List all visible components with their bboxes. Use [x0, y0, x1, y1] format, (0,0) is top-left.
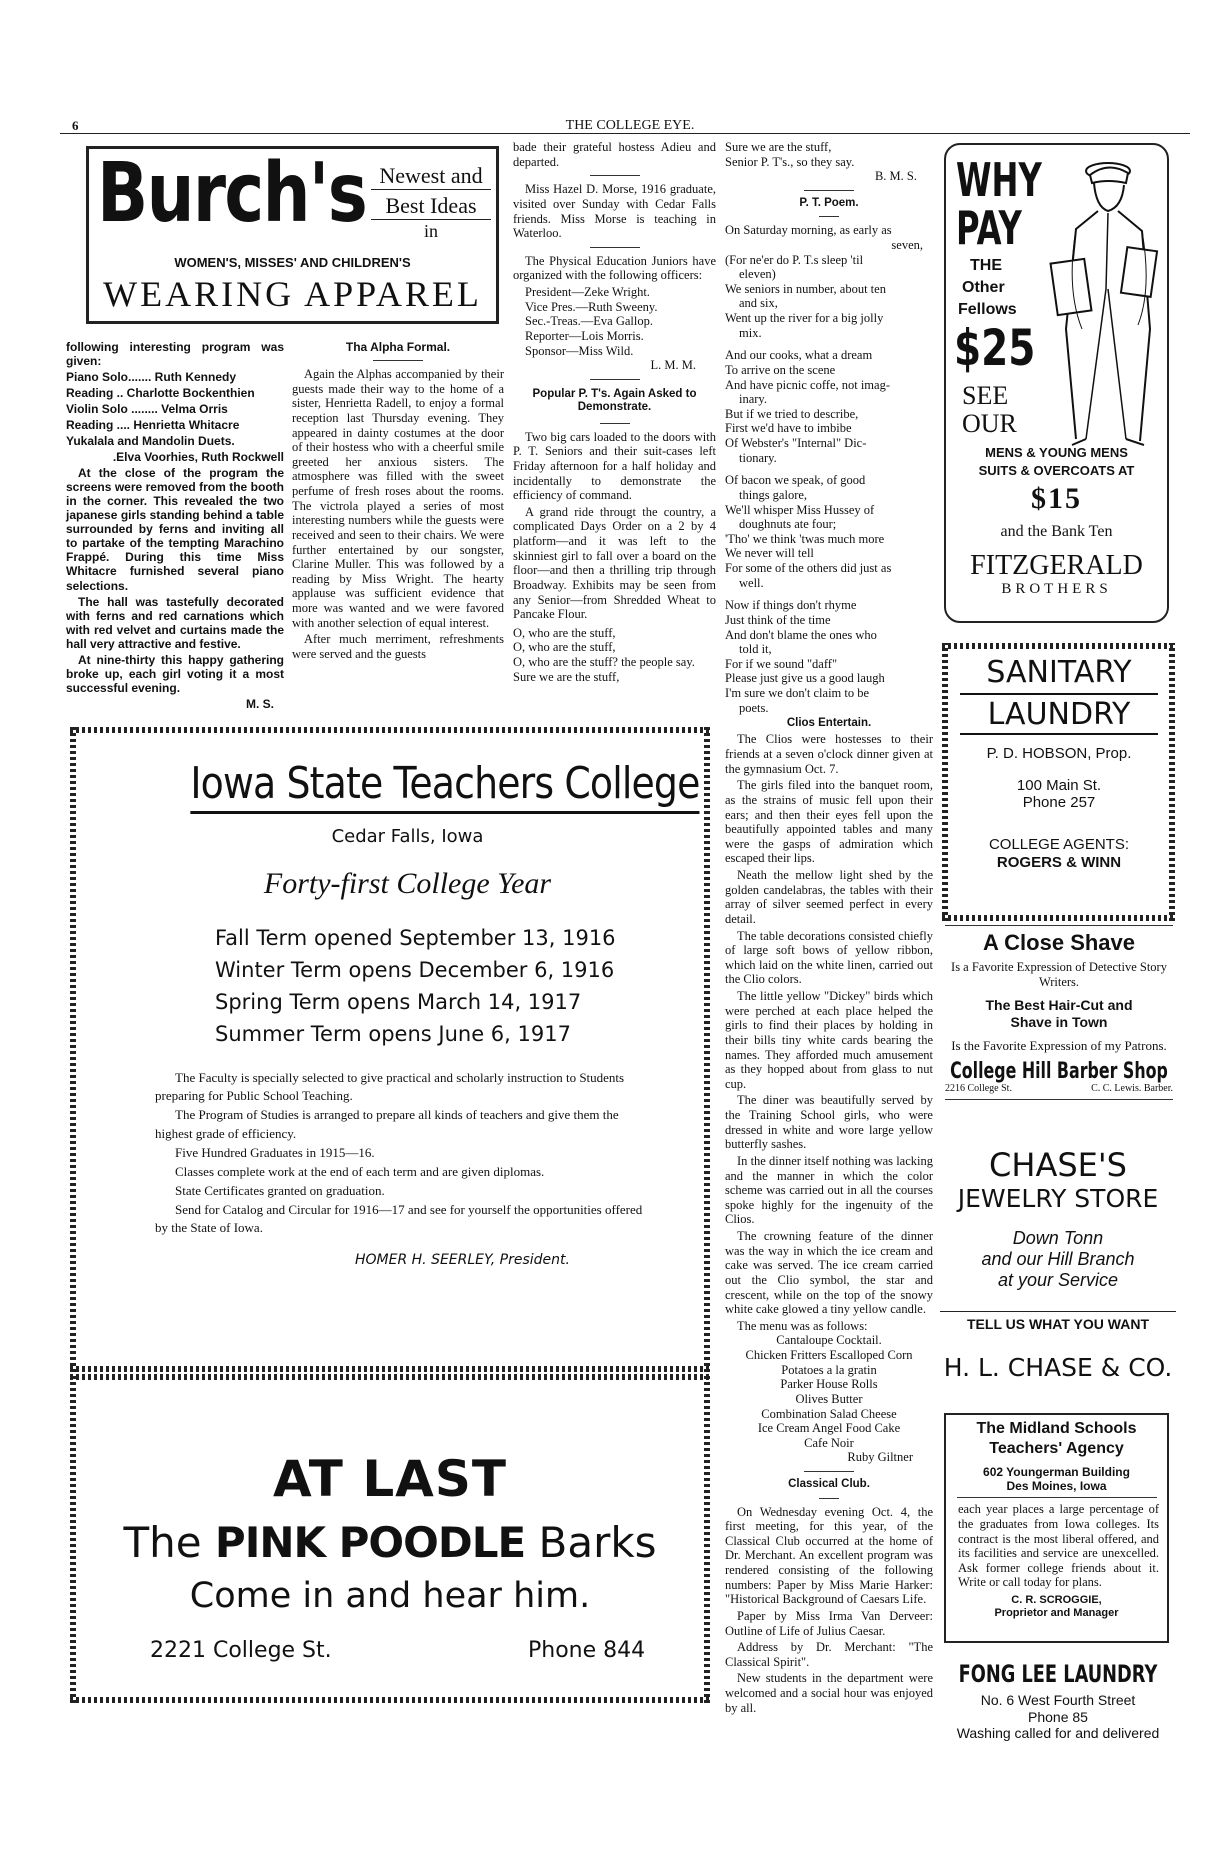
col4-clios: [725, 717, 933, 1717]
page-number: 6: [72, 118, 79, 133]
clios-p1: The Clios were hostesses to their friends at a seven o'clock dinner given at the gymnasium Oct. 7.: [725, 732, 933, 776]
iowa-body-line: The Faculty is specially selected to give practical and scholarly instruction to Students preparing for Public School Teaching.: [155, 1069, 625, 1104]
divider: [945, 1099, 1173, 1100]
poem-title: P. T. Poem.: [799, 196, 859, 209]
poodle-border-left: [70, 1374, 76, 1703]
poodle-line3: Come in and hear him.: [189, 1576, 591, 1616]
iowa-body-line: Classes complete work at the end of each term and are given diplomas.: [175, 1163, 545, 1179]
fitzgerald-ad: [944, 143, 1169, 623]
man-illustration-icon: [1046, 149, 1164, 449]
fitz-suits: SUITS & OVERCOATS AT: [978, 463, 1135, 478]
clios-p6: The diner was beautifully served by the Training School girls, who were dressed in white and wore large yellow butterfly sashes.: [725, 1093, 933, 1152]
fonglee-address: No. 6 West Fourth Street: [980, 1692, 1136, 1709]
col2-article: [292, 340, 504, 664]
program-item: Violin Solo ........ Velma Orris: [66, 402, 228, 417]
poem-line: Of Webster's "Internal" Dic-: [725, 436, 867, 451]
poem-line: eleven): [739, 267, 776, 282]
term-line: Fall Term opened September 13, 1916: [215, 926, 616, 951]
laundry-border-left: [942, 643, 948, 921]
program-item: Yukalala and Mandolin Duets.: [66, 434, 235, 449]
top-line: Sure we are the stuff,: [725, 140, 832, 154]
menu-item: Chicken Fritters Escalloped Corn: [745, 1348, 913, 1363]
laundry-address: 100 Main St.: [1016, 776, 1102, 794]
poodle-phone: Phone 844: [528, 1638, 646, 1663]
poem-line: Now if things don't rhyme: [725, 598, 857, 613]
iowa-body-line: The Program of Studies is arranged to prepare all kinds of teachers and give them the highest grade of efficiency.: [155, 1107, 619, 1142]
verse-line: O, who are the stuff? the people say.: [513, 655, 695, 670]
laundry-border-right: [1169, 643, 1175, 921]
fonglee-phone: Phone 85: [1028, 1708, 1088, 1725]
iowa-title-text: Iowa State Teachers College: [190, 758, 699, 814]
fitz-fellows: Fellows: [958, 301, 1017, 318]
pt-heading: Popular P. T's. Again Asked to Demonstrate.: [532, 387, 697, 414]
menu-item: Ice Cream Angel Food Cake: [757, 1421, 901, 1436]
clios-heading: Clios Entertain.: [786, 717, 872, 729]
poem-line: poets.: [739, 700, 769, 715]
iowa-president: HOMER H. SEERLEY, President.: [355, 1252, 570, 1269]
col4-article: [725, 140, 933, 715]
poem-line: To arrive on the scene: [725, 362, 836, 377]
barber-owner: C. C. Lewis. Barber.: [1091, 1083, 1173, 1095]
midland-manager-title: Proprietor and Manager: [994, 1607, 1119, 1620]
verse-line: O, who are the stuff,: [513, 640, 616, 655]
divider: [957, 1497, 1157, 1498]
laundry-prop: P. D. HOBSON, Prop.: [986, 745, 1132, 762]
fitz-brand: FITZGERALD: [970, 550, 1143, 581]
chase-title2: JEWELRY STORE: [957, 1184, 1159, 1214]
program-item: Reading .. Charlotte Bockenthien: [66, 386, 255, 401]
midland-city: Des Moines, Iowa: [1006, 1479, 1107, 1494]
alpha-formal-heading: Tha Alpha Formal.: [345, 340, 451, 354]
laundry-border-top: [942, 643, 1175, 649]
poodle-border-right: [704, 1374, 710, 1703]
divider: [590, 379, 640, 380]
poem-line: Just think of the time: [725, 612, 831, 627]
poodle-line1: AT LAST: [272, 1450, 507, 1508]
divider: [600, 423, 630, 424]
menu-item: Potatoes a la gratin: [781, 1362, 877, 1377]
poodle-border-bottom: [70, 1697, 710, 1703]
col3-p3: The Physical Education Juniors have organized with the following officers:: [513, 253, 716, 283]
poem-line: Of bacon we speak, of good: [725, 473, 866, 488]
barber-line1: Is a Favorite Expression of Detective Story Writers.: [951, 959, 1167, 989]
poem-line: For some of the others did just as: [725, 561, 892, 576]
col3-sig: L. M. M.: [650, 358, 696, 373]
midland-title: The Midland Schools Teachers' Agency: [976, 1420, 1137, 1457]
midland-ad: [944, 1413, 1169, 1643]
laundry-agents: COLLEGE AGENTS:: [988, 836, 1130, 854]
poem-line: On Saturday morning, as early as: [725, 223, 892, 238]
iowa-body-line: State Certificates granted on graduation.: [175, 1182, 385, 1198]
menu-intro: The menu was as follows:: [737, 1318, 868, 1333]
divider: [373, 360, 423, 361]
classical-heading: Classical Club.: [788, 1478, 870, 1491]
burch-tag3: in: [423, 221, 438, 241]
menu-item: Cantaloupe Cocktail.: [776, 1333, 882, 1348]
poem-line: seven,: [891, 237, 923, 252]
term-line: Summer Term opens June 6, 1917: [215, 1021, 571, 1046]
fonglee-title: FONG LEE LAUNDRY: [958, 1660, 1158, 1688]
poem-line: We seniors in number, about ten: [725, 281, 886, 296]
col1-p2: The hall was tastefully decorated with ferns and red carnations which with red velvet and curtains made the hall very attractive and festive.: [66, 594, 284, 651]
divider: [590, 175, 640, 176]
barber-line3: Is the Favorite Expression of my Patrons.: [951, 1038, 1167, 1054]
poem-line: and six,: [739, 296, 778, 311]
laundry-title2: LAUNDRY: [960, 693, 1158, 735]
divider: [804, 190, 854, 191]
poem-line: But if we tried to describe,: [725, 406, 859, 421]
poem-line: doughnuts ate four;: [739, 517, 837, 532]
clios-p7: In the dinner itself nothing was lacking and the manner in which the color scheme was carried out in all the courses spoke highly for the ingenuity of the Clios.: [725, 1153, 933, 1227]
poem-line: 'Tho' we think 'twas much more: [725, 531, 885, 546]
program-item: Reading .... Henrietta Whitacre: [66, 418, 240, 433]
term-line: Spring Term opens March 14, 1917: [215, 989, 582, 1014]
divider: [590, 247, 640, 248]
barber-address: 2216 College St.: [945, 1083, 1012, 1095]
term-line: Winter Term opens December 6, 1916: [215, 957, 615, 982]
chase-line2: and our Hill Branch: [981, 1248, 1135, 1269]
verse-line: O, who are the stuff,: [513, 625, 616, 640]
poem-line: For if we sound "daff": [725, 656, 838, 671]
barber-title: A Close Shave: [982, 930, 1136, 955]
poem-line: well.: [739, 575, 764, 590]
col1-sig: M. S.: [245, 696, 274, 711]
burch-tag1: Newest and: [371, 163, 491, 190]
menu-sig: Ruby Giltner: [847, 1450, 913, 1465]
paper-title: THE COLLEGE EYE.: [565, 118, 695, 133]
divider: [804, 1471, 854, 1472]
midland-building: 602 Youngerman Building: [983, 1465, 1130, 1479]
iowa-year: Forty-first College Year: [263, 866, 552, 900]
fitz-the: THE: [970, 257, 1002, 274]
menu-item: Cafe Noir: [804, 1435, 854, 1450]
poem-line: And have picnic coffe, not imag-: [725, 377, 890, 392]
fonglee-ad: [940, 1660, 1176, 1742]
classical-p1: On Wednesday evening Oct. 4, the first meeting, for this year, of the Classical Club occurred at the home of Dr. Merchant. An excellent program was rendered consisting of the following numbers: Paper by Miss Marie Harker: "Historical Background of Caesars Life.: [725, 1504, 933, 1607]
iowa-border-top: [70, 727, 710, 733]
iowa-location: Cedar Falls, Iowa: [331, 826, 484, 848]
fitz-price2: $15: [1031, 482, 1082, 515]
col2-p2: After much merriment, refreshments were served and the guests: [292, 632, 504, 661]
chase-line1: Down Tonn: [1012, 1227, 1104, 1248]
iowa-body-line: Five Hundred Graduates in 1915—16.: [175, 1145, 375, 1161]
poem-line: Please just give us a good laugh: [725, 671, 885, 686]
col3-p4: Two big cars loaded to the doors with P. T. Seniors and their suit-cases left Friday afternoon for a half holiday and incidentally to demonstrate the efficiency of command.: [513, 429, 716, 503]
poodle-barks: Barks: [538, 1518, 657, 1567]
iowa-title: [190, 758, 700, 809]
fitz-pay: PAY: [956, 201, 1022, 255]
fitz-why: WHY: [956, 153, 1042, 207]
poem-line: inary.: [739, 392, 767, 407]
poem-line: We'll whisper Miss Hussey of: [725, 502, 875, 517]
burch-ad: [86, 146, 499, 324]
poodle-ad: [80, 1380, 700, 1695]
poodle-address: 2221 College St.: [150, 1638, 332, 1663]
poem-line: We never will tell: [725, 546, 814, 561]
chase-ad: [940, 1148, 1176, 1382]
clios-p5: The little yellow "Dickey" birds which were perched at each place helped the girls to find their places by holding in their bills tiny white cards bearing the names. They afforded much amusement as they hopped about from glass to nut cup.: [725, 989, 933, 1091]
barber-ad: [945, 925, 1173, 1100]
classical-p2: Paper by Miss Irma Van Derveer: Outline of Life of Julius Caesar.: [725, 1608, 933, 1638]
officer: Vice Pres.—Ruth Sweeny.: [525, 299, 658, 314]
clios-p4: The table decorations consisted chiefly of large soft bows of yellow ribbon, which laid on the white linen, carried out the Clio colors.: [725, 928, 933, 987]
divider: [819, 1498, 839, 1499]
menu-item: Parker House Rolls: [780, 1377, 878, 1392]
poem-line: Went up the river for a big jolly: [725, 311, 884, 326]
poem-line: [725, 465, 933, 473]
iowa-border-right: [704, 727, 710, 1372]
iowa-border-left: [70, 727, 76, 1372]
poem-line: First we'd have to imbibe: [725, 421, 852, 436]
fonglee-service: Washing called for and delivered: [956, 1725, 1160, 1742]
top-sig: B. M. S.: [874, 169, 917, 184]
menu-item: Olives Butter: [795, 1391, 863, 1406]
officer: Reporter—Lois Morris.: [525, 328, 644, 343]
poem-line: And don't blame the ones who: [725, 627, 877, 642]
iowa-ad: [155, 758, 700, 1360]
col3-p5: A grand ride througt the country, a complicated Days Order on a 2 by 4 platform—and it was left to the skinniest girl to fall over a board on the floor—and then a thrilling trip through Broadway. Exhibits may be seen from any Senior—from Shredded Wheat to Pancake Flour.: [513, 504, 716, 622]
chase-company: H. L. CHASE & CO.: [943, 1352, 1173, 1382]
fitz-brothers: BROTHERS: [1001, 581, 1112, 597]
fitz-bank: and the Bank Ten: [1000, 523, 1113, 540]
poem-line: And our cooks, what a dream: [725, 348, 873, 363]
barber-shop: College Hill Barber Shop: [950, 1059, 1168, 1085]
poodle-the: The: [123, 1518, 202, 1567]
poodle-name: PINK POODLE: [214, 1518, 526, 1567]
chase-tell: TELL US WHAT YOU WANT: [940, 1311, 1176, 1333]
col1-p3: At nine-thirty this happy gathering broke up, each girl voting it a most successful evening.: [66, 652, 284, 695]
poem-line: [725, 340, 933, 348]
poem-line: mix.: [739, 325, 762, 340]
fitz-see: SEE: [962, 381, 1009, 410]
laundry-agents-names: ROGERS & WINN: [996, 853, 1122, 871]
iowa-body: [155, 1069, 660, 1239]
divider: [819, 216, 839, 217]
poem-line: tionary.: [739, 450, 777, 465]
burch-line2: WEARING APPAREL: [103, 274, 482, 314]
iowa-body-line: Send for Catalog and Circular for 1916—17 and see for yourself the opportunities offered by the State of Iowa.: [155, 1201, 643, 1236]
fitz-other: Other: [962, 279, 1005, 296]
iowa-terms: [215, 923, 660, 1051]
fitz-our: OUR: [962, 409, 1017, 438]
col3-p2: Miss Hazel D. Morse, 1916 graduate, visited over Sunday with Cedar Falls friends. Miss Morse is teaching in Waterloo.: [513, 182, 716, 241]
laundry-title1: SANITARY: [986, 655, 1132, 690]
poem-line: [725, 590, 933, 598]
classical-p4: New students in the department were welcomed and a social hour was enjoyed by all.: [725, 1671, 933, 1715]
program-item: .Elva Voorhies, Ruth Rockwell: [112, 450, 284, 465]
top-line: Senior P. T's., so they say.: [725, 154, 855, 169]
poem-line: things galore,: [739, 487, 808, 502]
col2-p1: Again the Alphas accompanied by their guests made their way to the home of a sister, Henrietta Radell, to enjoy a formal reception last Thursday evening. They appeared in dainty costumes at the door of their hostess who with a cheerful smile greeted her anxious sisters. The atmosphere was filled with the sweet perfume of fresh roses about the rooms. The victrola played a series of most interesting numbers while the guests were received and seen to their chairs. We were further entertained by our songster, Clarine Muller. This was followed by a reading by Miss Wright. The hearty applause was sufficient evidence that more was wanted and we were favored with another selection of equal interest.: [292, 367, 504, 630]
poem-line: I'm sure we don't claim to be: [725, 686, 870, 701]
burch-line1: WOMEN'S, MISSES' AND CHILDREN'S: [174, 255, 411, 270]
clios-p2: The girls filed into the banquet room, as the strains of music fell upon their ears; and then their eyes fell upon the beautifully appointed tables and many were the gasps of admiration which escaped their lips.: [725, 778, 933, 866]
fitz-price1: $25: [954, 319, 1036, 377]
officer: President—Zeke Wright.: [525, 285, 650, 299]
col3-p1: bade their grateful hostess Adieu and departed.: [513, 140, 716, 169]
header-rule: [60, 133, 1190, 134]
officer: Sec.-Treas.—Eva Gallop.: [525, 314, 653, 329]
col3-article: [513, 140, 716, 684]
col1-p1: At the close of the program the screens were removed from the booth in the corner. This revealed the two japanese girls standing behind a table surrounded by ferns and inviting all to partake of the tempting Marachino Frappé. During this time Miss Whitacre furnished several piano selections.: [66, 466, 284, 593]
col1-intro: following interesting program was given:: [66, 340, 284, 369]
clios-p8: The crowning feature of the dinner was the way in which the ice cream and cake was served. The ice cream carried out the Clio symbol, the star and crescent, while on the top of the snowy white cake glowed a tiny yellow candle.: [725, 1229, 933, 1317]
menu-item: Combination Salad Cheese: [761, 1406, 897, 1421]
clios-p3: Neath the mellow light shed by the golden candelabras, the tables with their array of silver seemed perfect in every detail.: [725, 868, 933, 926]
program-item: Piano Solo....... Ruth Kennedy: [66, 370, 237, 385]
verse-line: Sure we are the stuff,: [513, 669, 620, 684]
fitz-mens: MENS & YOUNG MENS: [985, 445, 1128, 460]
barber-line2: The Best Hair-Cut and Shave in Town: [985, 997, 1133, 1030]
poem-line: (For ne'er do P. T.s sleep 'til: [725, 252, 864, 267]
burch-tag2: Best Ideas: [371, 193, 491, 220]
classical-p3: Address by Dr. Merchant: "The Classical Spirit".: [725, 1640, 933, 1669]
chase-line3: at your Service: [997, 1270, 1119, 1291]
col1-article: [66, 340, 284, 713]
midland-body: each year places a large percentage of the graduates from Iowa colleges. Its contract is the most liberal offered, and its facilities and service are unexcelled. Ask former college friends about it. Write or call today for plans.: [958, 1502, 1159, 1590]
iowa-border-bottom: [70, 1366, 710, 1372]
poem-line: told it,: [739, 642, 772, 657]
laundry-border-bottom: [942, 915, 1175, 921]
officer: Sponsor—Miss Wild.: [525, 343, 634, 358]
divider: [945, 925, 1173, 926]
pt-poem: [725, 223, 933, 715]
poodle-line2: [80, 1518, 700, 1568]
chase-title1: CHASE'S: [989, 1146, 1127, 1184]
midland-manager: C. R. SCROGGIE,: [1011, 1594, 1102, 1607]
burch-name: Burch's: [97, 146, 367, 241]
laundry-ad: [950, 655, 1168, 871]
laundry-phone: Phone 257: [1022, 794, 1096, 812]
